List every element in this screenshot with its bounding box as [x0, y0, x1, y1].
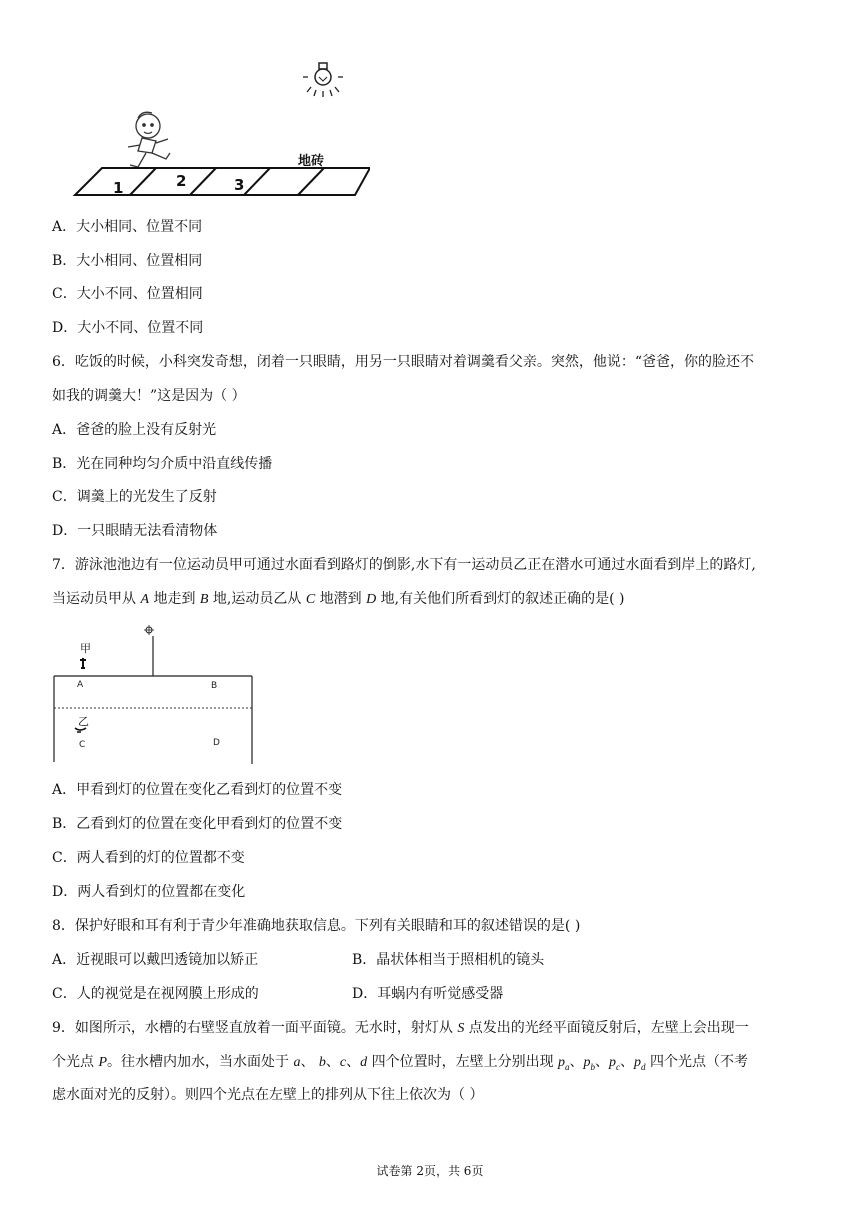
- q8-option-d[interactable]: D．耳蜗内有听觉感受器: [352, 986, 504, 1002]
- label-C: C: [79, 740, 86, 750]
- label-yi: 乙: [78, 715, 89, 728]
- q8-option-c[interactable]: C．人的视觉是在视网膜上形成的: [52, 986, 259, 1002]
- q6-option-c[interactable]: C．调羹上的光发生了反射: [52, 489, 217, 505]
- q6-option-b[interactable]: B．光在同种均匀介质中沿直线传播: [52, 456, 273, 472]
- label-jia: 甲: [80, 642, 91, 655]
- figure-floor-tiles: [60, 55, 370, 200]
- q5-option-c[interactable]: C．大小不同、位置相同: [52, 286, 203, 302]
- tile-number-1: 1: [113, 179, 124, 197]
- label-A: A: [77, 680, 84, 690]
- q6-stem-line2: 如我的调羹大！”这是因为（ ）: [52, 388, 246, 404]
- ground-label: 地砖: [298, 154, 325, 169]
- q5-option-a[interactable]: A．大小相同、位置不同: [52, 219, 203, 235]
- light-bulb-icon: [303, 63, 343, 97]
- q8-option-b[interactable]: B．晶状体相当于照相机的镜头: [352, 952, 545, 968]
- q7-stem-line1: 7．游泳池池边有一位运动员甲可通过水面看到路灯的倒影,水下有一运动员乙正在潜水可通过水面看到岸上的路灯,: [52, 557, 756, 573]
- q7-option-c[interactable]: C．两人看到的灯的位置都不变: [52, 850, 245, 866]
- q6-option-a[interactable]: A．爸爸的脸上没有反射光: [52, 422, 217, 438]
- tile-number-2: 2: [176, 172, 187, 190]
- q6-stem-line1: 6．吃饭的时候，小科突发奇想，闭着一只眼睛，用另一只眼睛对着调羹看父亲。突然，他说：“爸爸，你的脸还不: [52, 354, 755, 370]
- figure-pool: [50, 624, 260, 766]
- swimmer-yi-icon: [75, 728, 86, 732]
- tile-number-3: 3: [234, 176, 245, 194]
- q9-stem-line1: 9．如图所示，水槽的右壁竖直放着一面平面镜。无水时，射灯从 S 点发出的光经平面镜反射后，左壁上会出现一: [52, 1020, 749, 1036]
- swimmer-jia-icon: [80, 658, 86, 668]
- q8-option-a[interactable]: A．近视眼可以戴凹透镜加以矫正: [52, 952, 259, 968]
- jumping-child-icon: [128, 112, 170, 167]
- street-lamp-icon: [144, 625, 154, 676]
- q7-stem-line2: 当运动员甲从 A 地走到 B 地,运动员乙从 C 地潜到 D 地,有关他们所看到灯的叙述正确的是( ): [52, 591, 625, 607]
- q5-option-d[interactable]: D．大小不同、位置不同: [52, 320, 204, 336]
- q8-stem: 8．保护好眼和耳有利于青少年准确地获取信息。下列有关眼睛和耳的叙述错误的是( ): [52, 918, 581, 934]
- q9-stem-line2: 个光点 P。往水槽内加水，当水面处于 a、 b、c、d 四个位置时，左壁上分别出现 $p_a$、$p_b$、$p_c$、$p_d$ 四个光点（不考: [52, 1054, 748, 1072]
- page-footer: 试卷第 2页，共 6页: [376, 1164, 484, 1178]
- q9-stem-line3: 虑水面对光的反射）。则四个光点在左壁上的排列从下往上依次为（ ）: [52, 1087, 484, 1103]
- q5-option-b[interactable]: B．大小相同、位置相同: [52, 253, 203, 269]
- q7-option-a[interactable]: A．甲看到灯的位置在变化乙看到灯的位置不变: [52, 782, 343, 798]
- q6-option-d[interactable]: D．一只眼睛无法看清物体: [52, 523, 218, 539]
- label-D: D: [213, 738, 220, 748]
- label-B: B: [211, 681, 218, 691]
- q7-option-b[interactable]: B．乙看到灯的位置在变化甲看到灯的位置不变: [52, 816, 343, 832]
- q7-option-d[interactable]: D．两人看到灯的位置都在变化: [52, 884, 246, 900]
